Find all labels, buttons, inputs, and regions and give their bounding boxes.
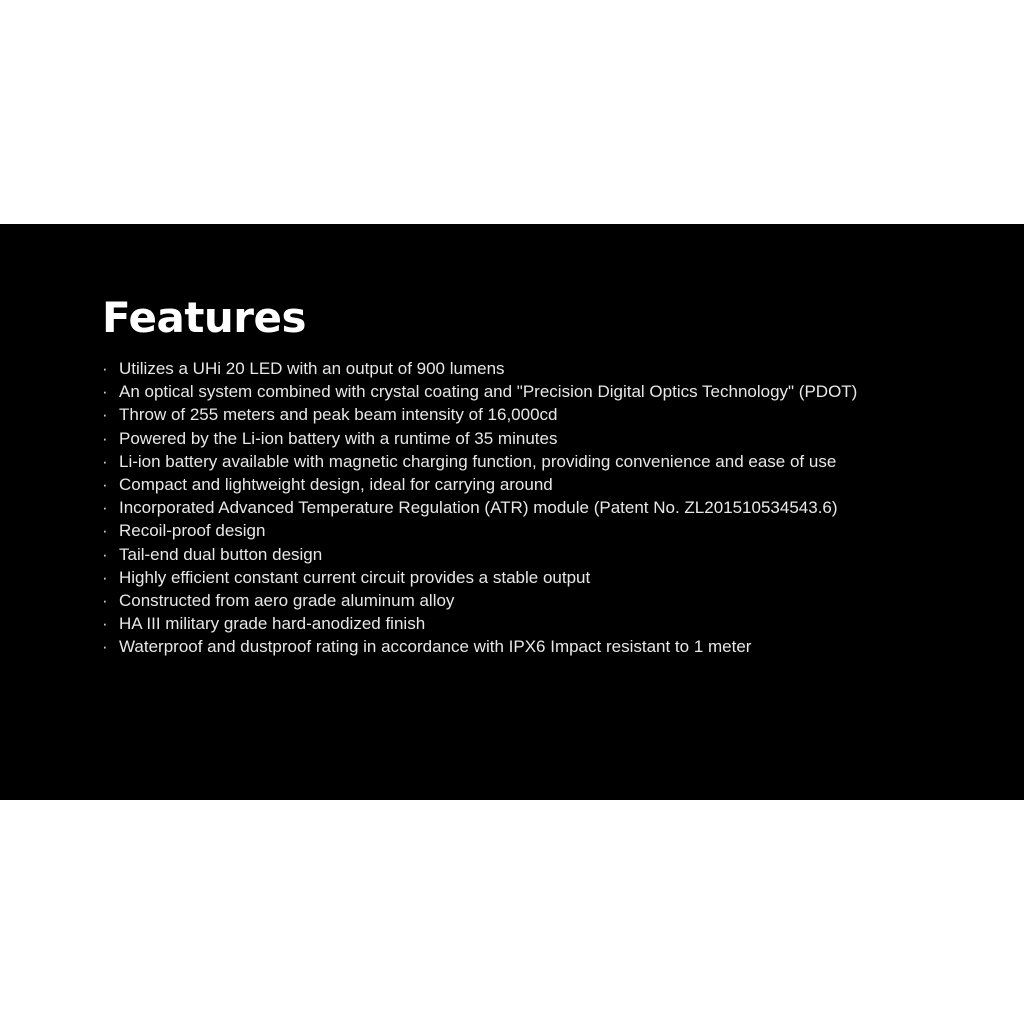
feature-text: Utilizes a UHi 20 LED with an output of 900 lumens [119,359,505,378]
features-list [102,357,882,659]
feature-text: Constructed from aero grade aluminum alloy [119,591,455,611]
feature-text: Powered by the Li-ion battery with a runtime of 35 minutes [119,428,558,448]
feature-item [102,519,882,542]
features-title: Features [102,293,306,342]
feature-text: Tail-end dual button design [119,544,323,564]
feature-item [102,380,882,403]
bullet-icon: · [102,382,108,402]
bullet-icon: · [102,567,108,587]
feature-text: Highly efficient constant current circuit provides a stable output [119,567,591,587]
feature-item [102,450,882,473]
feature-item [102,473,882,496]
feature-item [102,357,882,380]
feature-item [102,543,882,566]
feature-text: Recoil-proof design [119,521,266,541]
feature-item [102,427,882,450]
feature-item [102,403,882,426]
feature-item [102,589,882,612]
bullet-icon: · [102,428,108,448]
feature-text: Throw of 255 meters and peak beam intensity of 16,000cd [119,405,558,425]
feature-item [102,612,882,635]
bullet-icon: · [102,614,108,634]
feature-text: An optical system combined with crystal coating and "Precision Digital Optics Technology" (PDOT) [119,382,858,402]
bullet-icon: · [102,451,108,471]
feature-item [102,566,882,589]
feature-item [102,496,882,519]
bullet-icon: · [102,591,108,611]
bullet-icon: · [102,544,108,564]
feature-text: Compact and lightweight design, ideal for carrying around [119,475,553,495]
bullet-icon: · [102,498,108,518]
bullet-icon: · [102,521,108,541]
bullet-icon: · [102,637,108,657]
bullet-icon: · [102,405,108,425]
feature-text: HA III military grade hard-anodized finish [119,614,426,634]
bullet-icon: · [102,359,108,378]
feature-text: Incorporated Advanced Temperature Regulation (ATR) module (Patent No. ZL201510534543.6) [119,498,838,518]
bullet-icon: · [102,475,108,495]
feature-item [102,635,882,658]
feature-text: Waterproof and dustproof rating in accordance with IPX6 Impact resistant to 1 meter [119,637,752,657]
feature-text: Li-ion battery available with magnetic charging function, providing convenience and ease of use [119,451,837,471]
